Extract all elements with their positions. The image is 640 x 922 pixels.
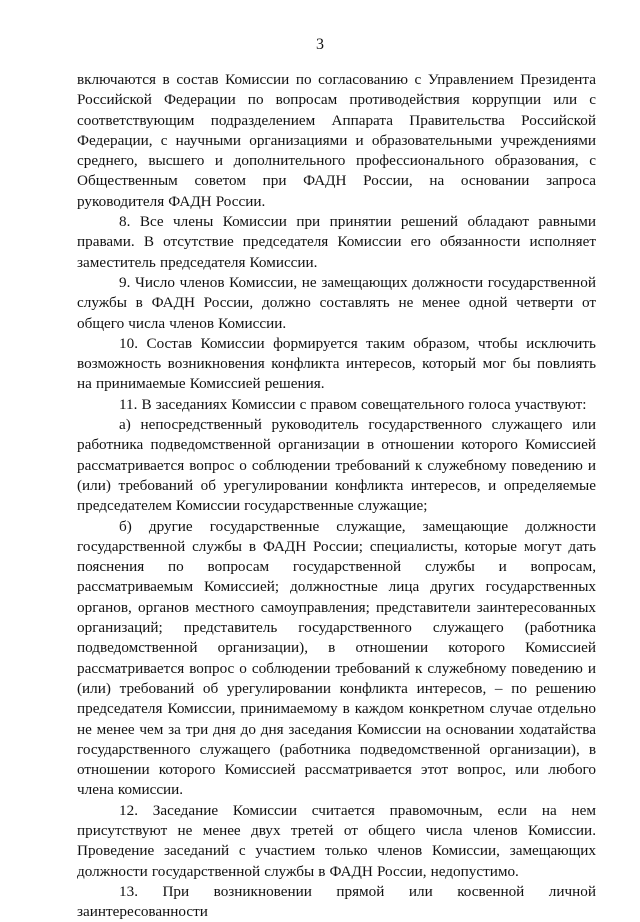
page-number: 3 <box>316 36 324 53</box>
paragraph-11-a: а) непосредственный руководитель государственного служащего или работника подведомственной организации в отношении которого Комиссией рассматривается вопрос о соблюдении требований к служебному поведению и (или) требований об урегулировании конфликта интересов, и определяемые председателем Комиссии государственные служащие; <box>77 416 596 515</box>
paragraph-10: 10. Состав Комиссии формируется таким образом, чтобы исключить возможность возникновения конфликта интересов, который мог бы повлиять на принимаемые Комиссией решения. <box>77 334 596 393</box>
paragraph-12: 12. Заседание Комиссии считается правомочным, если на нем присутствуют не менее двух третей от общего числа членов Комиссии. Проведение заседаний с участием только членов Комиссии, замещающих должности государственной службы в ФАДН России, недопустимо. <box>77 801 596 880</box>
paragraph-8: 8. Все члены Комиссии при принятии решений обладают равными правами. В отсутствие председателя Комиссии его обязанности исполняет заместитель председателя Комиссии. <box>77 213 596 271</box>
paragraph-continuation: включаются в состав Комиссии по согласованию с Управлением Президента Российской Федерации по вопросам противодействия коррупции или с соответствующим подразделением Аппарата Правительства Российской Федерации, с научными организациями и образовательными учреждениями среднего, высшего и дополнительного профессионального образования, с Общественным советом при ФАДН России, на основании запроса руководителя ФАДН России. <box>77 71 596 210</box>
paragraph-11-b: б) другие государственные служащие, замещающие должности государственной службы в ФАДН России; специалисты, которые могут дать пояснения по вопросам государственной службы и вопросам, рассматриваемым Комиссией; должностные лица других государственных органов, органов местного самоуправления; представители заинтересованных организаций; представитель государственного служащего (работника подведомственной организации), в отношении которого Комиссией рассматривается вопрос о соблюдении требований к служебному поведению и (или) требований об урегулировании конфликта интересов, – по решению председателя Комиссии, принимаемому в каждом конкретном случае отдельно не менее чем за три дня до дня заседания Комиссии на основании ходатайства государственного служащего (работника подведомственной организации), в отношении которого Комиссией рассматривается этот вопрос, или любого члена комиссии. <box>77 517 596 799</box>
paragraph-9: 9. Число членов Комиссии, не замещающих должности государственной службы в ФАДН России, должно составлять не менее одной четверти от общего числа членов Комиссии. <box>77 273 596 332</box>
paragraph-13: 13. При возникновении прямой или косвенной личной заинтересованности <box>77 882 596 921</box>
document-body <box>77 70 596 922</box>
paragraph-11: 11. В заседаниях Комиссии с правом совещательного голоса участвуют: <box>119 395 587 413</box>
